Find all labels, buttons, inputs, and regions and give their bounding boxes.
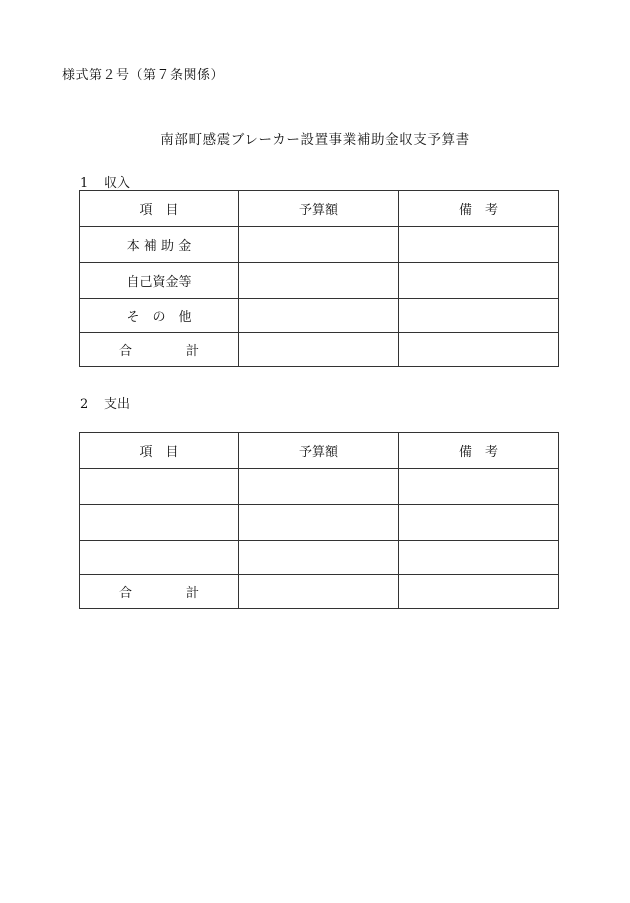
table-row bbox=[80, 541, 559, 575]
income-total-amount[interactable] bbox=[239, 333, 399, 367]
expense-header-amount: 予算額 bbox=[239, 433, 399, 469]
expense-header-item: 項 目 bbox=[80, 433, 239, 469]
income-note-cell[interactable] bbox=[399, 227, 559, 263]
expense-section-label: 支出 bbox=[104, 397, 131, 412]
income-item-cell: 本 補 助 金 bbox=[80, 227, 239, 263]
total-label-right: 計 bbox=[186, 586, 200, 601]
table-row bbox=[80, 227, 559, 263]
expense-header-row bbox=[80, 433, 559, 469]
income-header-item: 項 目 bbox=[80, 191, 239, 227]
table-row bbox=[80, 299, 559, 333]
table-row bbox=[80, 263, 559, 299]
income-header-row bbox=[80, 191, 559, 227]
table-row bbox=[80, 469, 559, 505]
expense-amount-cell[interactable] bbox=[239, 469, 399, 505]
expense-section-number: 2 bbox=[80, 397, 89, 412]
income-section-number: 1 bbox=[80, 176, 89, 191]
expense-total-note[interactable] bbox=[399, 575, 559, 609]
income-note-cell[interactable] bbox=[399, 299, 559, 333]
table-row bbox=[80, 505, 559, 541]
expense-note-cell[interactable] bbox=[399, 469, 559, 505]
income-amount-cell[interactable] bbox=[239, 263, 399, 299]
income-item-cell: そ の 他 bbox=[80, 299, 239, 333]
expense-table bbox=[79, 432, 559, 609]
total-label-right: 計 bbox=[186, 344, 200, 359]
income-total-row bbox=[80, 333, 559, 367]
expense-amount-cell[interactable] bbox=[239, 505, 399, 541]
income-section-heading bbox=[80, 172, 130, 191]
form-number: 様式第２号（第７条関係） bbox=[62, 68, 225, 83]
expense-section-heading bbox=[80, 393, 130, 412]
income-total-label bbox=[80, 333, 239, 367]
expense-note-cell[interactable] bbox=[399, 505, 559, 541]
expense-item-cell[interactable] bbox=[80, 469, 239, 505]
total-label-left: 合 bbox=[118, 586, 132, 601]
income-table bbox=[79, 190, 559, 367]
total-label-left: 合 bbox=[118, 344, 132, 359]
expense-total-row bbox=[80, 575, 559, 609]
expense-note-cell[interactable] bbox=[399, 541, 559, 575]
document-title: 南部町感震ブレーカー設置事業補助金収支予算書 bbox=[160, 132, 470, 148]
expense-total-amount[interactable] bbox=[239, 575, 399, 609]
expense-item-cell[interactable] bbox=[80, 541, 239, 575]
expense-amount-cell[interactable] bbox=[239, 541, 399, 575]
income-header-note: 備 考 bbox=[399, 191, 559, 227]
expense-item-cell[interactable] bbox=[80, 505, 239, 541]
income-header-amount: 予算額 bbox=[239, 191, 399, 227]
income-total-note[interactable] bbox=[399, 333, 559, 367]
income-section-label: 収入 bbox=[104, 176, 131, 191]
income-item-cell: 自己資金等 bbox=[80, 263, 239, 299]
expense-header-note: 備 考 bbox=[399, 433, 559, 469]
income-amount-cell[interactable] bbox=[239, 299, 399, 333]
expense-total-label bbox=[80, 575, 239, 609]
income-note-cell[interactable] bbox=[399, 263, 559, 299]
income-amount-cell[interactable] bbox=[239, 227, 399, 263]
